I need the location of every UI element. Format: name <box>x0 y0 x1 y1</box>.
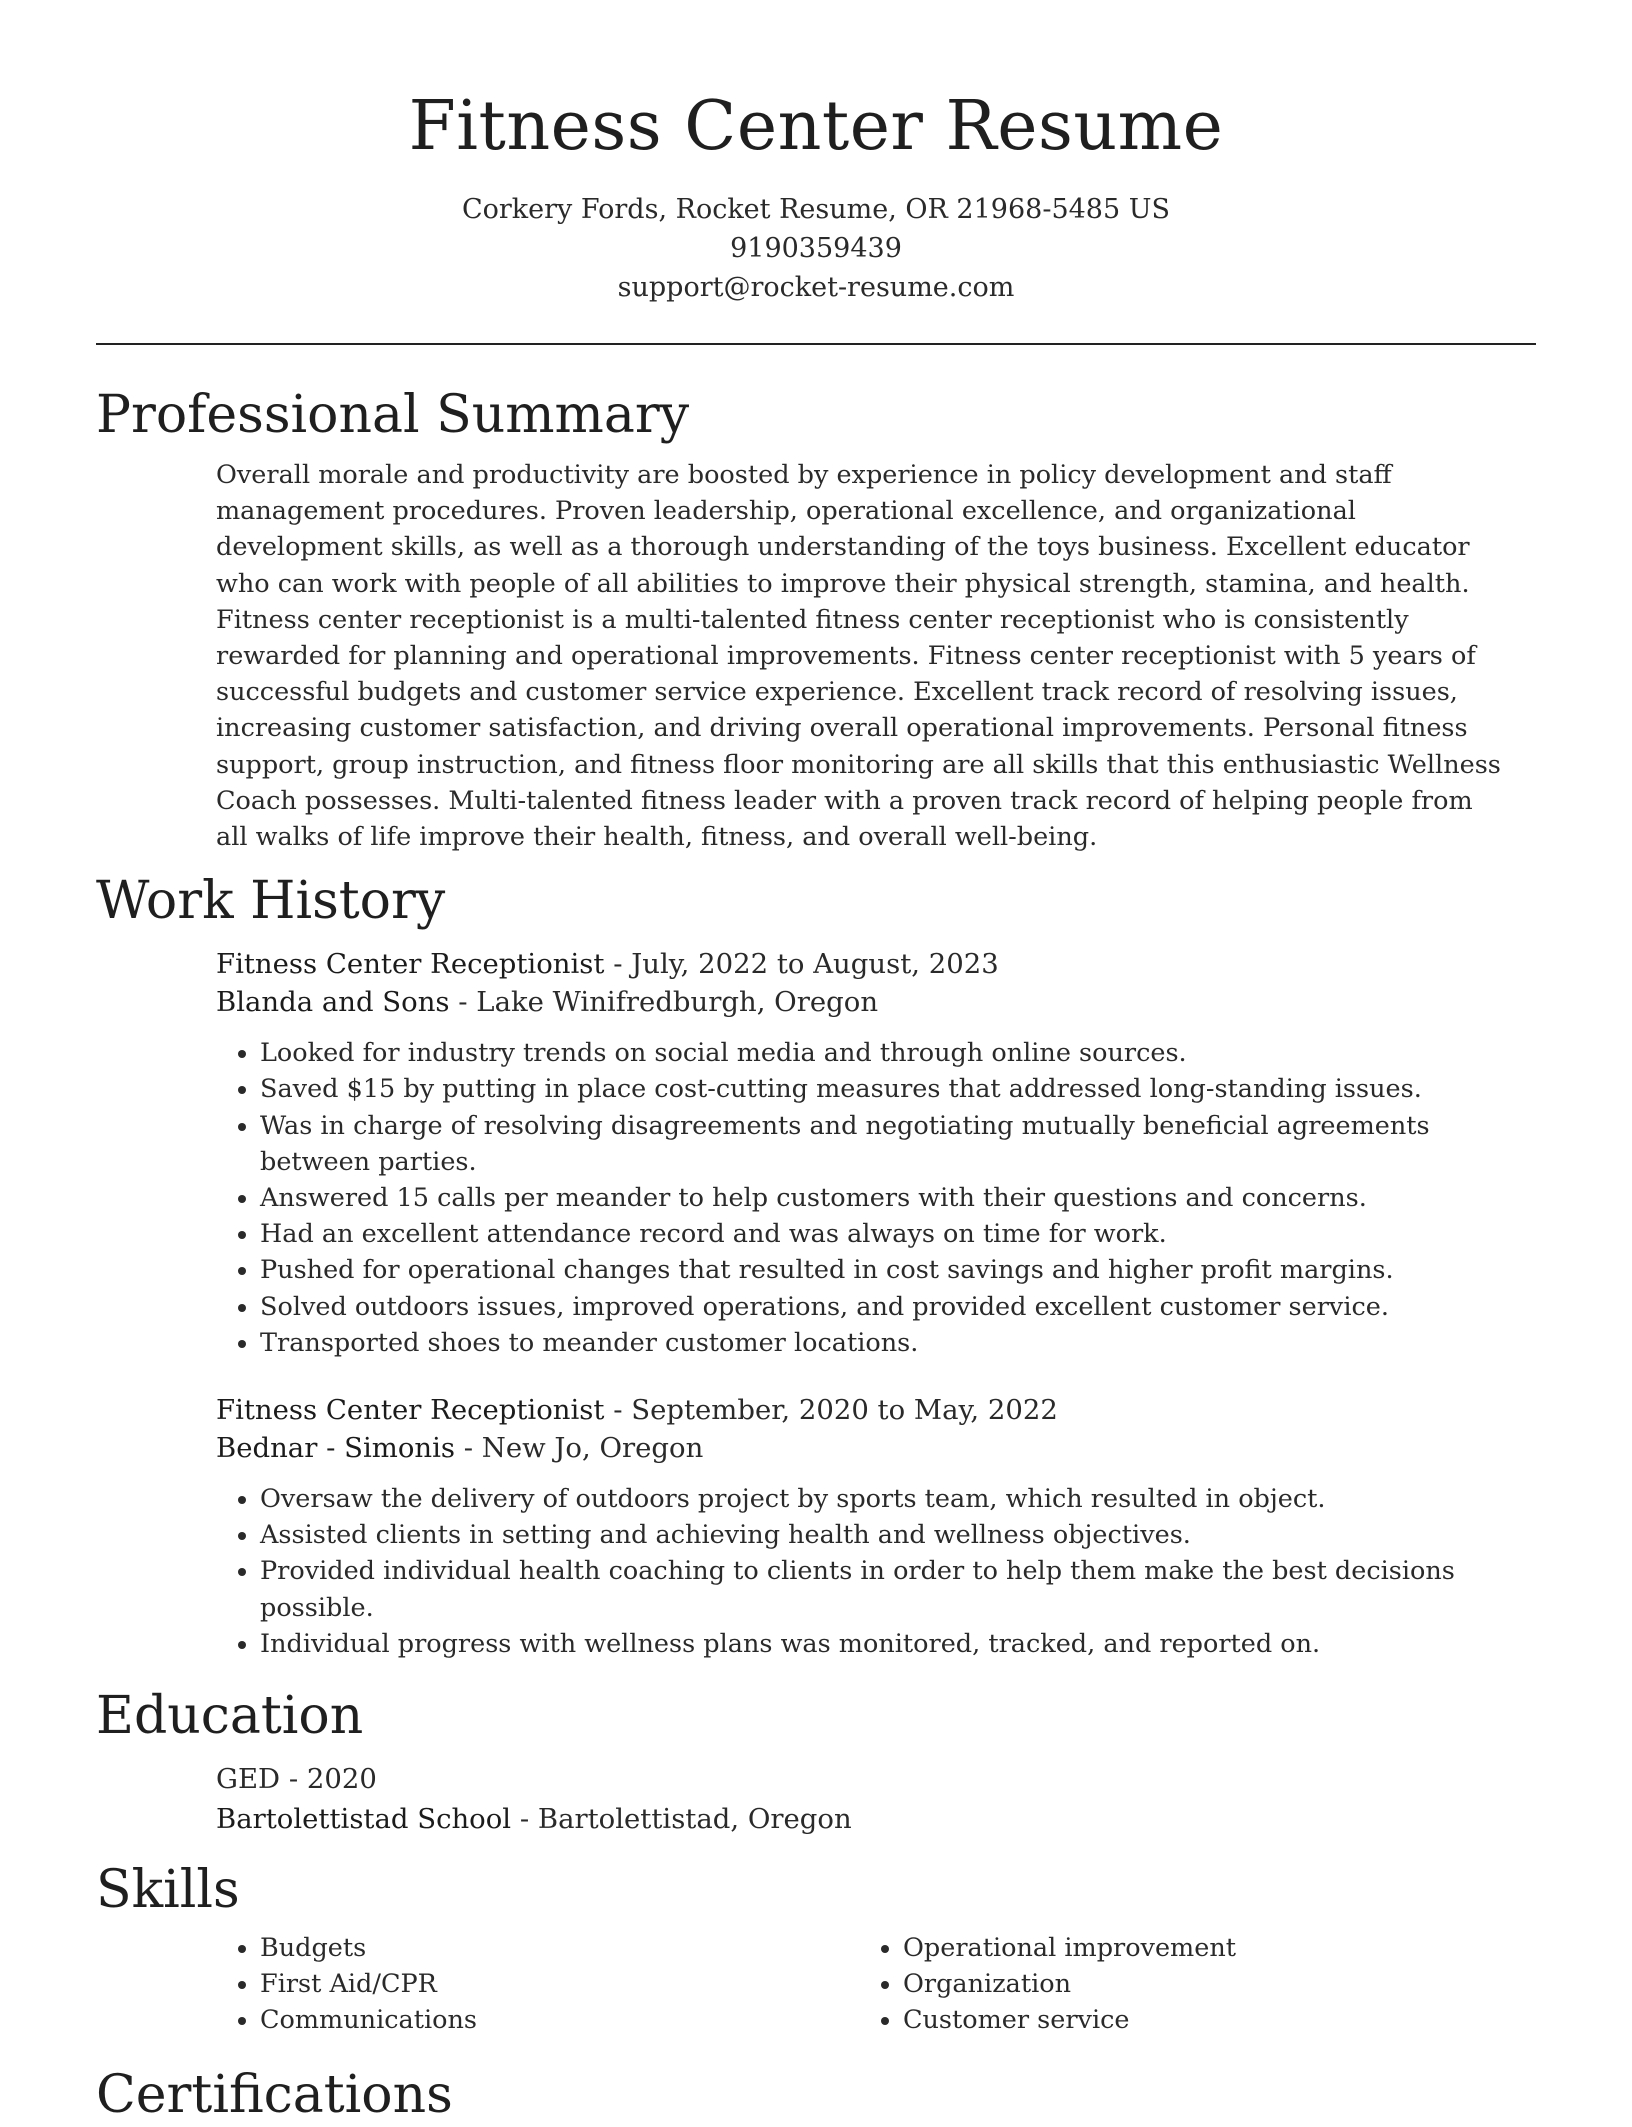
education-degree: GED <box>216 1763 281 1796</box>
list-item: • Looked for industry trends on social media and through online sources. <box>260 1035 1502 1071</box>
email: support@rocket-resume.com <box>617 272 1015 303</box>
list-item: • First Aid/CPR <box>260 1966 859 2002</box>
job-role: Fitness Center Receptionist <box>216 1394 605 1427</box>
page-title: Fitness Center Resume <box>408 87 1224 166</box>
job-company-line <box>216 1429 1502 1467</box>
resume-header <box>96 0 1536 307</box>
skills-columns <box>216 1930 1502 2039</box>
job-bullets <box>216 1481 1502 1662</box>
list-item: • Saved $15 by putting in place cost-cutting measures that addressed long-standing issues. <box>260 1071 1502 1107</box>
job-company: Blanda and Sons <box>216 986 450 1019</box>
list-item: • Provided individual health coaching to clients in order to help them make the best decisions possible. <box>260 1553 1502 1625</box>
job-dates: - September, 2020 to May, 2022 <box>604 1394 1058 1427</box>
list-item: • Operational improvement <box>903 1930 1502 1966</box>
list-item: • Assisted clients in setting and achieving health and wellness objectives. <box>260 1517 1502 1553</box>
education-year: - 2020 <box>280 1763 377 1796</box>
list-item: • Answered 15 calls per meander to help customers with their questions and concerns. <box>260 1180 1502 1216</box>
education-heading: Education <box>96 1686 364 1747</box>
job-role: Fitness Center Receptionist <box>216 948 605 981</box>
list-item: • Pushed for operational changes that resulted in cost savings and higher profit margins. <box>260 1252 1502 1288</box>
job-title-line <box>216 1391 1502 1429</box>
list-item: • Oversaw the delivery of outdoors project by sports team, which resulted in object. <box>260 1481 1502 1517</box>
education-location: - Bartolettistad, Oregon <box>511 1803 852 1836</box>
job-dates: - July, 2022 to August, 2023 <box>604 948 999 981</box>
list-item: • Organization <box>903 1966 1502 2002</box>
job-title-line <box>216 945 1502 983</box>
job-company-line <box>216 983 1502 1021</box>
education-school-line <box>216 1800 1502 1838</box>
skills-heading: Skills <box>96 1860 240 1921</box>
work-history-section <box>216 945 1502 1662</box>
list-item: • Solved outdoors issues, improved operations, and provided excellent customer service. <box>260 1289 1502 1325</box>
job-location: - Lake Winifredburgh, Oregon <box>449 986 879 1019</box>
list-item: • Communications <box>260 2002 859 2038</box>
job-entry <box>216 1391 1502 1662</box>
list-item: • Transported shoes to meander customer locations. <box>260 1325 1502 1361</box>
education-section <box>216 1760 1502 1838</box>
summary-text: Overall morale and productivity are boosted by experience in policy development and staff management procedures. Proven leadership, operational excellence, and organizational development skills, as well as a thorough understanding of the toys business. Excellent educator who can work with people of all abilities to improve their physical strength, stamina, and health. Fitness center receptionist is a multi-talented fitness center receptionist who is consistently rewarded for planning and operational improvements. Fitness center receptionist with 5 years of successful budgets and customer service experience. Excellent track record of resolving issues, increasing customer satisfaction, and driving overall operational improvements. Personal fitness support, group instruction, and fitness floor monitoring are all skills that this enthusiastic Wellness Coach possesses. Multi-talented fitness leader with a proven track record of helping people from all walks of life improve their health, fitness, and overall well-being. <box>216 460 1501 853</box>
list-item: • Individual progress with wellness plans was monitored, tracked, and reported on. <box>260 1626 1502 1662</box>
education-degree-line <box>216 1760 1502 1798</box>
job-company: Bednar - Simonis <box>216 1432 456 1465</box>
education-school: Bartolettistad School <box>216 1803 512 1836</box>
list-item: • Had an excellent attendance record and was always on time for work. <box>260 1216 1502 1252</box>
job-entry <box>216 945 1502 1361</box>
list-item: • Customer service <box>903 2002 1502 2038</box>
skills-list-right <box>859 1930 1502 2039</box>
skills-list-left <box>216 1930 859 2039</box>
summary-heading: Professional Summary <box>96 385 690 445</box>
job-location: - New Jo, Oregon <box>455 1432 704 1465</box>
job-bullets <box>216 1035 1502 1361</box>
header-divider <box>96 343 1536 345</box>
work-history-heading: Work History <box>96 871 446 932</box>
list-item: • Budgets <box>260 1930 859 1966</box>
skills-section <box>216 1930 1502 2039</box>
summary-section <box>216 457 1502 855</box>
address: Corkery Fords, Rocket Resume, OR 21968-5485 US <box>461 194 1170 225</box>
contact-block <box>96 190 1536 307</box>
certifications-heading: Certifications <box>96 2064 453 2125</box>
list-item: • Was in charge of resolving disagreements and negotiating mutually beneficial agreements between parties. <box>260 1108 1502 1180</box>
phone: 9190359439 <box>730 233 902 264</box>
